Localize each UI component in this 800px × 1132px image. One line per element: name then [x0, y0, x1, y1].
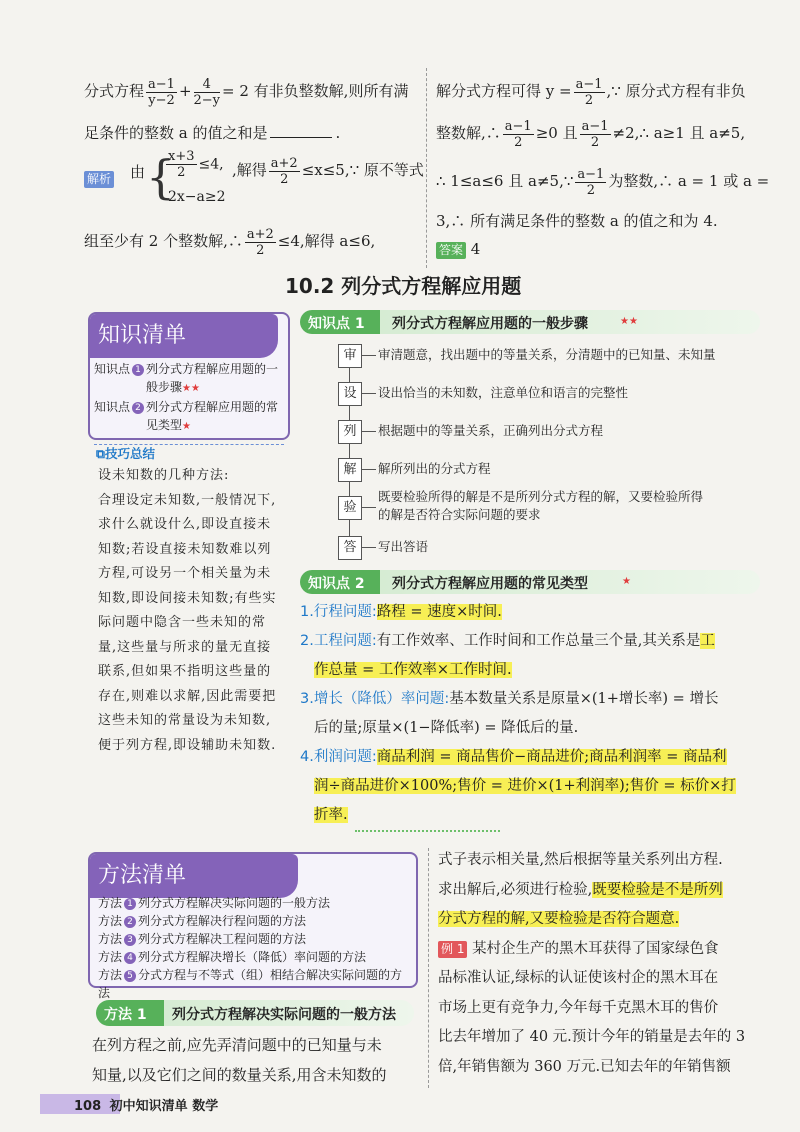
column-divider [428, 848, 429, 1088]
method-item[interactable]: 方法 3 列分式方程解决工程问题的方法 [98, 932, 307, 946]
plus-sign: + [178, 82, 192, 100]
solution-right-2: 整数解,∴ $\frac{a-1}{2}$ ≥0 且 $\frac{a-1}{2}$ ≠2,∴ a≥1 且 a≠5, [436, 118, 746, 150]
tips-body: 设未知数的几种方法: 合理设定未知数,一般情况下, 求什么就设什么,即设直接未 知数;若设直接未知数难以列 方程,可设另一个相关量为未 知数,即设间接未知数;有些实 际问题中隐含一些未知的常 量,这些量与所求的量无直接 联系,但如果不指明这些量的 存在,则难以求解,因此需要把 这些未知的常量设为未知数, 便于列方程,即设辅助未知数. [98, 468, 277, 753]
kp2-body: 1.行程问题:路程 = 速度×时间. 2.工程问题:有工作效率、工作时间和工作总量三个量,其关系是工 作总量 = 工作效率×工作时间. 3.增长（降低）率问题:基本数量关系是原量×(1+增长率) = 增长 后的量;原量×(1−降低率) = 降低后的量. 4.利润问题:商品利润 = 商品售价−商品进价;商品利润率 = 商品利 润÷商品进价×100%;售价 = 进价×(1+利润率);售价 = 标价×打 折率. [300, 598, 770, 830]
kp2-header: 知识点 2 列分式方程解应用题的常见类型 ★ [300, 570, 760, 594]
step-text: 写出答语 [378, 539, 429, 554]
solution-right-1: 解分式方程可得 y = $\frac{a-1}{2}$ ,∵ 原分式方程有非负 [436, 76, 746, 108]
system-eq-1: $\frac{x+3}{2}$ ≤4, [168, 149, 224, 180]
answer-tag: 答案 [436, 242, 466, 259]
answer-value: 4 [470, 240, 481, 258]
analysis-tag: 解析 [84, 171, 114, 188]
kp1-header: 知识点 1 列分式方程解应用题的一般步骤 ★★ [300, 310, 760, 334]
solution-text: 由 [130, 163, 146, 181]
solution-text: ,解得 $\frac{a+2}{2}$ ≤x≤5,∵ 原不等式 [232, 155, 424, 187]
knowledge-box-title: 知识清单 [90, 314, 278, 358]
dash [362, 431, 376, 432]
star-icon: ★ [182, 421, 191, 432]
footer [74, 1095, 218, 1114]
type-travel: 1.行程问题:路程 = 速度×时间. [300, 604, 502, 620]
step-key: 解 [338, 458, 362, 482]
method-items [98, 894, 413, 1002]
method1-body: 在列方程之前,应先弄清问题中的已知量与未 知量,以及它们之间的数量关系,用含未知数的 [92, 1036, 387, 1084]
right-bottom-text: 式子表示相关量,然后根据等量关系列出方程. 求出解后,必须进行检验,既要检验是不是所列 分式方程的解,又要检验是否符合题意. 例 1 某村企生产的黑木耳获得了国家绿色食 品标准认证,绿标的认证使该村企的黑木耳在 市场上更有竞争力,今年每千克黑木耳的售价 比去年增加了 40 元.预计今年的销量是去年的 3 倍,年销售额为 360 万元.已知去年的年销售额 [438, 852, 746, 1075]
dash [362, 547, 376, 548]
method-box-title: 方法清单 [90, 854, 298, 898]
step-key: 设 [338, 382, 362, 406]
question-line-1 [84, 74, 414, 108]
method-item[interactable]: 方法 1 列分式方程解决实际问题的一般方法 [98, 896, 331, 910]
star-icon: ★★ [182, 383, 200, 394]
example-tag: 例 1 [438, 941, 467, 958]
knowledge-item[interactable]: 知识点 2 列分式方程解应用题的常见类型★ [94, 400, 279, 432]
divider-dots [355, 830, 500, 832]
question-text: 足条件的整数 a 的值之和是 [84, 124, 268, 142]
step-key: 验 [338, 496, 362, 520]
knowledge-item[interactable]: 知识点 1 列分式方程解应用题的一般步骤★★ [94, 362, 279, 394]
dash [362, 469, 376, 470]
method1-header: 方法 1 列分式方程解决实际问题的一般方法 [96, 1000, 414, 1026]
dash [362, 507, 376, 508]
star-icon: ★ [622, 576, 631, 587]
method-item[interactable]: 方法 2 列分式方程解决行程问题的方法 [98, 914, 307, 928]
solution-right-3: ∴ 1≤a≤6 且 a≠5,∵ $\frac{a-1}{2}$ 为整数,∴ a = 1 或 a = [436, 166, 770, 198]
step-key: 审 [338, 344, 362, 368]
page-number: 108 [74, 1099, 102, 1114]
solution-right-4: 3,∴ 所有满足条件的整数 a 的值之和为 4. [436, 212, 718, 230]
type-rate: 3.增长（降低）率问题:基本数量关系是原量×(1+增长率) = 增长 [300, 691, 719, 707]
column-divider [426, 68, 427, 268]
answer-line [436, 232, 480, 266]
knowledge-list-box [88, 312, 290, 440]
step-text: 解所列出的分式方程 [378, 461, 491, 476]
tips-title: ⧉技巧总结 [96, 446, 155, 461]
method-list-box [88, 852, 418, 1000]
step-text: 审清题意，找出题中的等量关系，分清题中的已知量、未知量 [378, 347, 716, 362]
section-title: 10.2 列分式方程解应用题 [285, 274, 522, 298]
tips-icon: ⧉ [96, 446, 105, 461]
system-eq-2: 2x−a≥2 [168, 189, 226, 205]
step-text: 根据题中的等量关系，正确列出分式方程 [378, 423, 604, 438]
question-text: 分式方程 [84, 82, 145, 100]
step-text: 设出恰当的未知数，注意单位和语言的完整性 [378, 385, 629, 400]
answer-blank [270, 136, 332, 138]
brace-icon: { [146, 150, 176, 204]
type-engineering: 2.工程问题:有工作效率、工作时间和工作总量三个量,其关系是工 [300, 633, 715, 649]
fraction: $\frac{4}{2-y}$ [193, 76, 221, 108]
book-title: 初中知识清单 数学 [109, 1099, 219, 1114]
period: . [335, 124, 341, 142]
dash [362, 355, 376, 356]
method-item[interactable]: 方法 5 分式方程与不等式（组）相结合解决实际问题的方法 [98, 968, 403, 1000]
star-icon: ★★ [620, 316, 638, 327]
fraction: $\frac{a-1}{y-2}$ [148, 76, 175, 108]
solution-line-4: 组至少有 2 个整数解,∴ $\frac{a+2}{2}$ ≤4,解得 a≤6, [84, 226, 376, 258]
type-profit: 4.利润问题:商品利润 = 商品售价−商品进价;商品利润率 = 商品利 [300, 749, 727, 765]
step-key: 列 [338, 420, 362, 444]
dash [362, 393, 376, 394]
step-text: 既要检验所得的解是不是所列分式方程的解，又要检验所得 的解是否符合实际问题的要求 [378, 489, 704, 522]
question-text: = 2 有非负整数解,则所有满 [222, 82, 409, 100]
solution-system [84, 145, 424, 215]
step-key: 答 [338, 536, 362, 560]
steps-connector [349, 350, 350, 550]
method-item[interactable]: 方法 4 列分式方程解决增长（降低）率问题的方法 [98, 950, 367, 964]
